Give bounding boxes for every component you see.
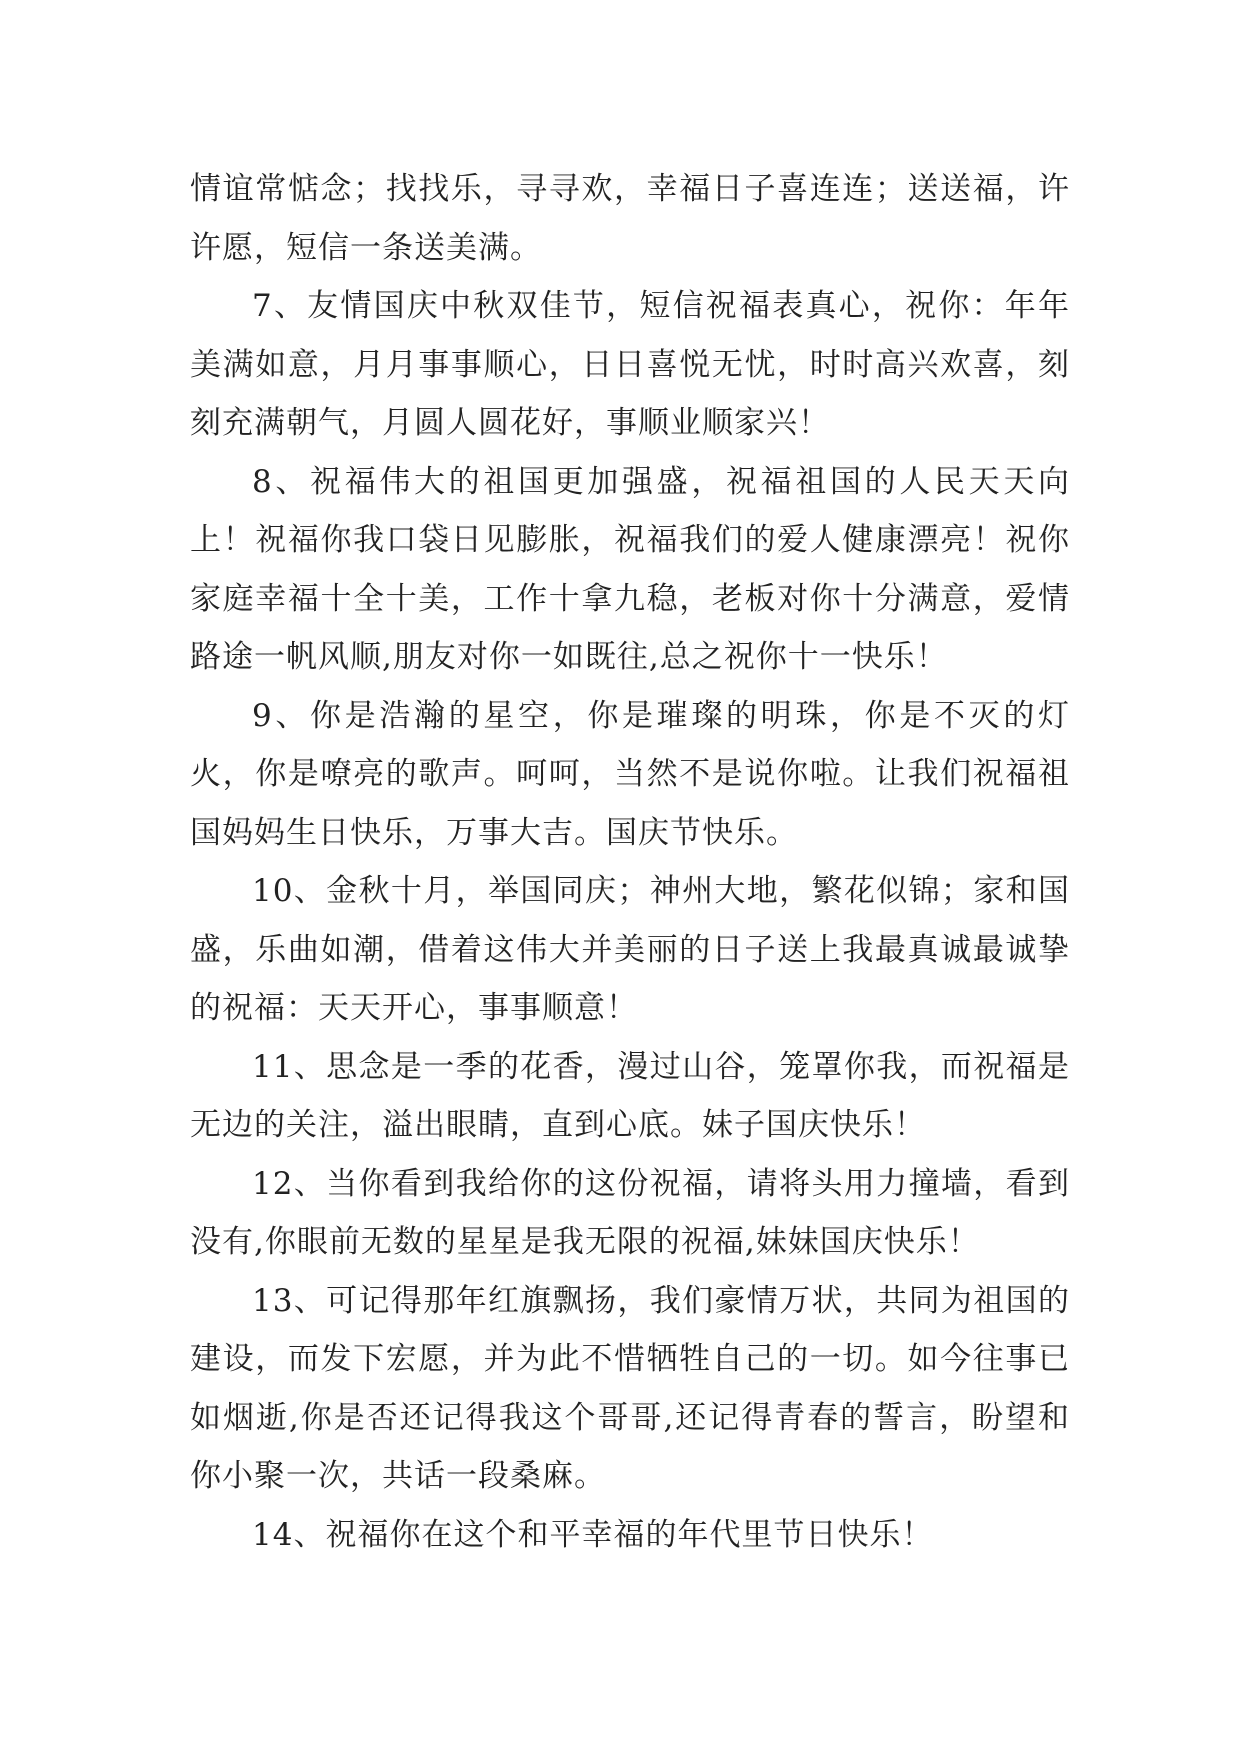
paragraph-item-7: 7、友情国庆中秋双佳节，短信祝福表真心，祝你：年年美满如意，月月事事顺心，日日喜悦无忧，时时高兴欢喜，刻刻充满朝气，月圆人圆花好，事顺业顺家兴！ <box>190 288 1070 441</box>
paragraph-item-8: 8、祝福伟大的祖国更加强盛，祝福祖国的人民天天向上！祝福你我口袋日见膨胀，祝福我们的爱人健康漂亮！祝你家庭幸福十全十美，工作十拿九稳，老板对你十分满意，爱情路途一帆风顺,朋友对你一如既往,总之祝你十一快乐！ <box>190 463 1070 675</box>
paragraph-item-9: 9、你是浩瀚的星空，你是璀璨的明珠，你是不灭的灯火，你是嘹亮的歌声。呵呵，当然不是说你啦。让我们祝福祖国妈妈生日快乐，万事大吉。国庆节快乐。 <box>190 697 1070 851</box>
paragraph-item-10: 10、金秋十月，举国同庆；神州大地，繁花似锦；家和国盛，乐曲如潮，借着这伟大并美丽的日子送上我最真诚最诚挚的祝福：天天开心，事事顺意！ <box>190 873 1070 1026</box>
paragraph-item-13: 13、可记得那年红旗飘扬，我们豪情万状，共同为祖国的建设，而发下宏愿，并为此不惜牺牲自己的一切。如今往事已如烟逝,你是否还记得我这个哥哥,还记得青春的誓言，盼望和你小聚一次，共话一段桑麻。 <box>190 1282 1070 1494</box>
paragraph-item-14: 14、祝福你在这个和平幸福的年代里节日快乐！ <box>252 1516 934 1553</box>
document-body <box>190 160 1070 1564</box>
paragraph-item-12: 12、当你看到我给你的这份祝福，请将头用力撞墙，看到没有,你眼前无数的星星是我无限的祝福,妹妹国庆快乐！ <box>190 1165 1070 1260</box>
paragraph-item-11: 11、思念是一季的花香，漫过山谷，笼罩你我，而祝福是无边的关注，溢出眼睛，直到心底。妹子国庆快乐！ <box>190 1048 1070 1143</box>
paragraph-continued: 情谊常惦念；找找乐，寻寻欢，幸福日子喜连连；送送福，许许愿，短信一条送美满。 <box>190 171 1070 266</box>
